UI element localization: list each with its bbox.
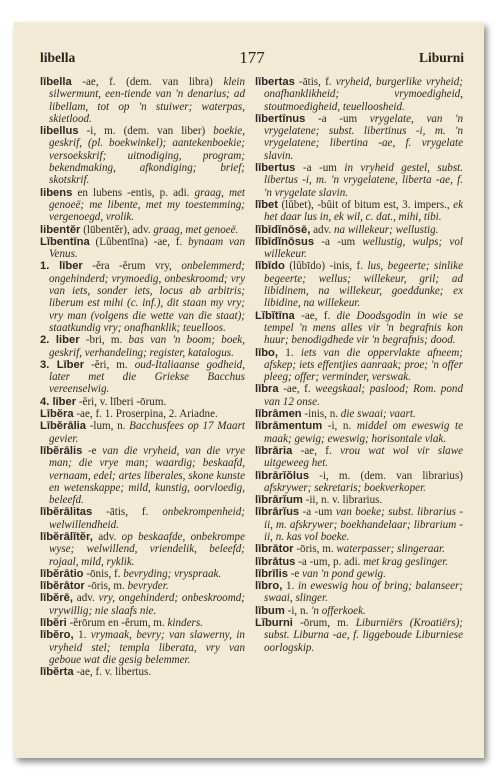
entry-headword: lĭbīdĭnōsus: [255, 235, 315, 248]
entry-headword: lībĕrātor: [40, 580, 85, 593]
entry-translation: die swaai; vaart.: [340, 408, 416, 421]
entry-headword: lībrātor: [255, 543, 294, 556]
entry-grammar: -ātis, f.: [299, 76, 332, 88]
entry-headword: lībertīnus: [255, 112, 306, 125]
entry-headword: lībrārĭŏlus: [255, 469, 310, 482]
entry-translation: middel om eweswig te maak; gewig; eweswig; horisontale vlak.: [264, 420, 463, 445]
dictionary-entry: [40, 187, 245, 224]
entry-grammar: -ĕri, m.: [91, 358, 128, 371]
entry-translation: waterpasser; slingeraar.: [336, 543, 445, 556]
entry-translation: bevryding; vryspraak.: [123, 567, 222, 580]
entry-translation: iets van die oppervlakte afneem; afskep; iets effentjies aanraak; proe; 'n offer pleeg; offer; verminder, verswak.: [264, 346, 463, 384]
entry-translation: vrou wat wol vir slawe uitgeweeg het.: [264, 444, 463, 470]
entry-translation: ek het daar lus in, ek wil, c. dat., mihi, tibi.: [264, 198, 463, 224]
entry-headword: lĭbet: [255, 198, 278, 211]
entry-headword: 1. līber: [40, 260, 83, 273]
entry-translation: na willekeur; wellustig.: [333, 223, 439, 236]
entry-translation: bas van 'n boom; boek, geskrif, verhandeling; register, katalogus.: [49, 334, 245, 359]
entry-headword: lībrārĭus: [255, 506, 300, 519]
entry-grammar: -ae, f. v. libertus.: [76, 666, 152, 679]
entry-translation: wellustig, wulps; vol willekeur.: [264, 235, 463, 261]
entry-grammar: 1.: [78, 629, 87, 642]
dictionary-entry: [40, 445, 245, 506]
entry-grammar: -ōnis, f.: [86, 567, 121, 580]
left-column: [40, 76, 245, 750]
entry-headword: Lībĕrālia: [40, 420, 87, 433]
dictionary-entry: [40, 224, 245, 236]
page-header: [40, 48, 464, 70]
entry-translation: in eweswig hou of bring; balanseer; swaai, slinger.: [264, 580, 463, 605]
entry-grammar: -a -um: [302, 506, 333, 519]
entry-translation: in vryheid gestel, subst. libertus -i, m. 'n vrygelatene, liberta -ae, f. 'n vrygelate slavin.: [264, 162, 463, 199]
entry-translation: Liburniërs (Kroatiërs); subst. Liburna -ae, f. liggeboude Liburniese oorlogskip.: [264, 617, 463, 654]
entry-grammar: -ae, f. 1. Proserpina, 2. Ariadne.: [76, 408, 218, 421]
entry-headword: lībo,: [255, 346, 278, 359]
entry-grammar: -lum, n.: [89, 420, 126, 433]
entry-headword: lĭbīdĭnōsē,: [255, 223, 311, 236]
dictionary-entry: [40, 359, 245, 396]
entry-grammar: en lubens -entis, p. adi.: [77, 186, 190, 199]
entry-grammar: adv.: [76, 592, 95, 605]
entry-translation: graag, met genoeë; me libente, met my toestemming; vergenoegd, vrolik.: [49, 186, 245, 224]
left-guide-word: libella: [40, 50, 76, 65]
entry-headword: libentĕr: [40, 223, 81, 236]
entry-grammar: -ōris, m.: [87, 580, 125, 593]
entry-translation: die Doodsgodin in wie se tempel 'n mens alles vir 'n begrafnis kon huur; benodigdhede vir 'n begrafnis; dood.: [264, 309, 463, 347]
entry-translation: oud-Italiaanse godheid, later met die Griekse Bacchus vereenselwig.: [49, 358, 245, 396]
dictionary-entry: [255, 543, 463, 555]
entry-headword: lībĕrālis: [40, 444, 83, 457]
page-number: 177: [239, 48, 265, 67]
entry-translation: vrygelate, van 'n vrygelatene; subst. libertinus -i, m. 'n vrygelatene; libertina -ae, f. vrygelate slavin.: [264, 112, 463, 162]
entry-grammar: -ōris, m.: [296, 543, 334, 556]
dictionary-entry: [255, 199, 463, 224]
entry-headword: lībrātus: [255, 555, 296, 568]
entry-headword: lībrāria: [255, 444, 293, 457]
dictionary-entry: [255, 568, 463, 580]
dictionary-entry: [40, 506, 245, 531]
entry-translation: boekie, geskrif, (pl. boekwinkel); aantekenboekie; versoekskrif; uitnodiging, program; bekendmaking, afkondiging; brief; skotskrif.: [49, 125, 245, 187]
dictionary-entry: [40, 420, 245, 445]
dictionary-entry: [255, 445, 463, 470]
dictionary-entry: [40, 260, 245, 334]
entry-grammar: (Lŭbentīna) -ae, f.: [95, 235, 183, 248]
dictionary-entry: [255, 260, 463, 309]
entry-grammar: -ae, f.: [300, 444, 332, 457]
entry-grammar: -ae, f.: [283, 383, 311, 396]
entry-translation: vry, ongehinderd; onbeskroomd; vrywillig; nie slaafs nie.: [49, 592, 245, 617]
entry-headword: lībertus: [255, 162, 296, 175]
entry-grammar: -ĕrōrum en -ĕrum, m.: [69, 617, 165, 630]
entry-headword: Lĭbentīna: [40, 235, 90, 248]
dictionary-entry: [255, 494, 463, 506]
dictionary-entry: [40, 592, 245, 617]
entry-headword: lībĕrālĭtĕr,: [40, 530, 93, 543]
entry-headword: lībĕri: [40, 617, 67, 630]
entry-translation: op beskaafde, onbekrompe wyse; welwillend, vriendelik, beleefd; rojaal, mild, ryklik.: [49, 530, 245, 568]
dictionary-entry: [255, 383, 463, 408]
entry-headword: lībrīlis: [255, 567, 288, 580]
dictionary-entry: [255, 605, 463, 617]
dictionary-entry: [255, 113, 463, 162]
entry-grammar: -ātis, f.: [106, 506, 149, 519]
right-guide-word: Liburni: [418, 50, 464, 65]
entry-grammar: -i, m. (dem. van liber): [86, 125, 206, 138]
entry-grammar: adv.: [98, 530, 117, 543]
entry-grammar: 1.: [285, 346, 294, 359]
entry-headword: lībella: [40, 76, 72, 88]
entry-translation: lus, begeerte; sinlike begeerte; wellus; willekeur, gril; ad libidinem, na willekeur, goeddunke; ex libidine, na willekeur.: [264, 260, 463, 310]
entry-headword: 4. līber: [40, 395, 77, 408]
dictionary-entry: [255, 310, 463, 347]
entry-translation: onbelemmerd; ongehinderd; vrymoedig, onbeskroomd; vry van iets, sonder iets, locus ab arbitris; liberum est mihi (c. inf.), dit staan my vry; vry man (volgens die wette van die staat); staatkundig vry; onafhanklik; teuelloos.: [49, 260, 245, 334]
entry-headword: lībrāmen: [255, 408, 302, 421]
entry-translation: bevryder.: [127, 580, 169, 593]
dictionary-entry: [40, 568, 245, 580]
entry-headword: lībrārĭum: [255, 494, 303, 507]
entry-translation: van 'n pond gewig.: [302, 567, 386, 580]
entry-grammar: -ĕra -ĕrum vry,: [92, 260, 172, 273]
dictionary-entry: [255, 236, 463, 261]
entry-headword: libellus: [40, 125, 79, 138]
dictionary-entry: [255, 408, 463, 420]
entry-grammar: -ae, f. (dem. van libra): [82, 76, 213, 88]
entry-translation: van boeke; subst. librarius -ii, m. afskrywer; boekhandelaar; librarium -ii, n. kas vol boeke.: [264, 506, 463, 543]
dictionary-page: [14, 22, 484, 758]
entry-translation: weegskaal; paslood; Rom. pond van 12 onse.: [264, 383, 463, 408]
entry-grammar: (lūbentĕr), adv.: [83, 223, 151, 236]
entry-headword: Lĭburni: [255, 617, 293, 630]
entry-translation: kinders.: [167, 617, 203, 630]
dictionary-entry: [255, 347, 463, 384]
entry-grammar: -a -um, p. adi.: [298, 555, 361, 568]
dictionary-entry: [40, 580, 245, 592]
dictionary-entry: [40, 666, 245, 678]
entry-headword: lībum: [255, 604, 285, 617]
dictionary-entry: [255, 420, 463, 445]
dictionary-entry: [40, 236, 245, 261]
entry-grammar: -i, m. (dem. van librarius): [319, 469, 463, 482]
entry-translation: Bacchusfees op 17 Maart gevier.: [49, 420, 245, 445]
dictionary-entry: [255, 162, 463, 199]
dictionary-entry: [40, 408, 245, 420]
entry-headword: lībĕrālitas: [40, 506, 93, 519]
entry-grammar: -ōrum, m.: [300, 617, 349, 630]
entry-grammar: -a -um: [302, 162, 337, 175]
dictionary-entry: [40, 76, 245, 125]
entry-headword: 3. Līber: [40, 358, 85, 371]
entry-headword: Lībĕra: [40, 408, 74, 421]
entry-translation: van die vryheid, van die vrye man; die vrye man; waardig; beskaafd, vernaam, edel; artes liberales, skone kunste en wetenskappe; mild, kunstig, oorvloedig, beleefd.: [49, 444, 245, 507]
dictionary-entry: [255, 580, 463, 605]
entry-translation: onbekrompenheid; welwillendheid.: [49, 506, 245, 531]
entry-grammar: -i, n.: [287, 604, 309, 617]
entry-grammar: (lŭbīdo) -inis, f.: [289, 260, 363, 273]
right-column: [255, 76, 463, 750]
entry-translation: vrymaak, bevry; van slawerny, in vryheid stel; templa liberata, vry van geboue wat die gesig belemmer.: [49, 629, 245, 666]
entry-grammar: -bri, m.: [85, 334, 123, 347]
dictionary-entry: [40, 125, 245, 186]
entry-grammar: -ii, n. v. librarius.: [305, 494, 383, 507]
dictionary-entry: [255, 224, 463, 236]
entry-headword: lībĕrta: [40, 666, 74, 679]
entry-headword: lībro,: [255, 580, 283, 593]
entry-grammar: 1.: [286, 580, 295, 593]
entry-translation: graag, met genoeë.: [153, 223, 239, 236]
entry-headword: lĭbīdo: [255, 260, 285, 273]
entry-grammar: -e: [290, 567, 300, 580]
entry-translation: met krag geslinger.: [363, 555, 448, 568]
dictionary-entry: [255, 556, 463, 568]
dictionary-entry: [40, 396, 245, 408]
entry-headword: lībĕro,: [40, 629, 74, 642]
entry-headword: lībĕrātio: [40, 567, 84, 580]
entry-translation: vryheid, burgerlike vryheid; onafhanklikheid; vrymoedigheid, stoutmoedigheid, teuelloosheid.: [264, 76, 463, 113]
entry-grammar: -i, n.: [327, 420, 352, 433]
entry-translation: 'n offerkoek.: [311, 604, 366, 617]
dictionary-entry: [40, 617, 245, 629]
entry-translation: bynaam van Venus.: [49, 235, 245, 261]
entry-grammar: -inis, n.: [304, 408, 339, 421]
entry-grammar: (lŭbet), -bŭit of bitum est, 3. impers.,: [281, 198, 450, 211]
dictionary-entry: [255, 617, 463, 654]
entry-grammar: -ĕri, v. līberi -ōrum.: [78, 395, 167, 408]
entry-grammar: adv.: [313, 223, 332, 236]
entry-headword: lībertas: [255, 76, 295, 88]
dictionary-entry: [255, 506, 463, 543]
dictionary-entry: [40, 531, 245, 568]
entry-headword: Lĭbĭtīna: [255, 309, 295, 322]
entry-headword: lībĕrē,: [40, 592, 73, 605]
entry-grammar: -e: [87, 444, 97, 457]
entry-headword: 2. liber: [40, 334, 80, 347]
dictionary-entry: [40, 629, 245, 666]
entry-grammar: -a -um: [318, 112, 358, 125]
dictionary-entry: [255, 470, 463, 495]
dictionary-entry: [40, 334, 245, 359]
entry-grammar: -ae, f.: [301, 309, 331, 322]
dictionary-entry: [255, 76, 463, 113]
entry-translation: afskrywer; sekretaris; boekverkoper.: [264, 481, 426, 494]
entry-translation: klein silwermunt, een-tiende van 'n denarius; ad libellam, tot op 'n stuiwer; waterpas, skietlood.: [49, 76, 245, 125]
entry-headword: lībra: [255, 383, 279, 396]
entry-headword: libens: [40, 186, 73, 199]
entry-grammar: -a -um: [321, 235, 356, 248]
entry-headword: lībrāmentum: [255, 420, 323, 433]
